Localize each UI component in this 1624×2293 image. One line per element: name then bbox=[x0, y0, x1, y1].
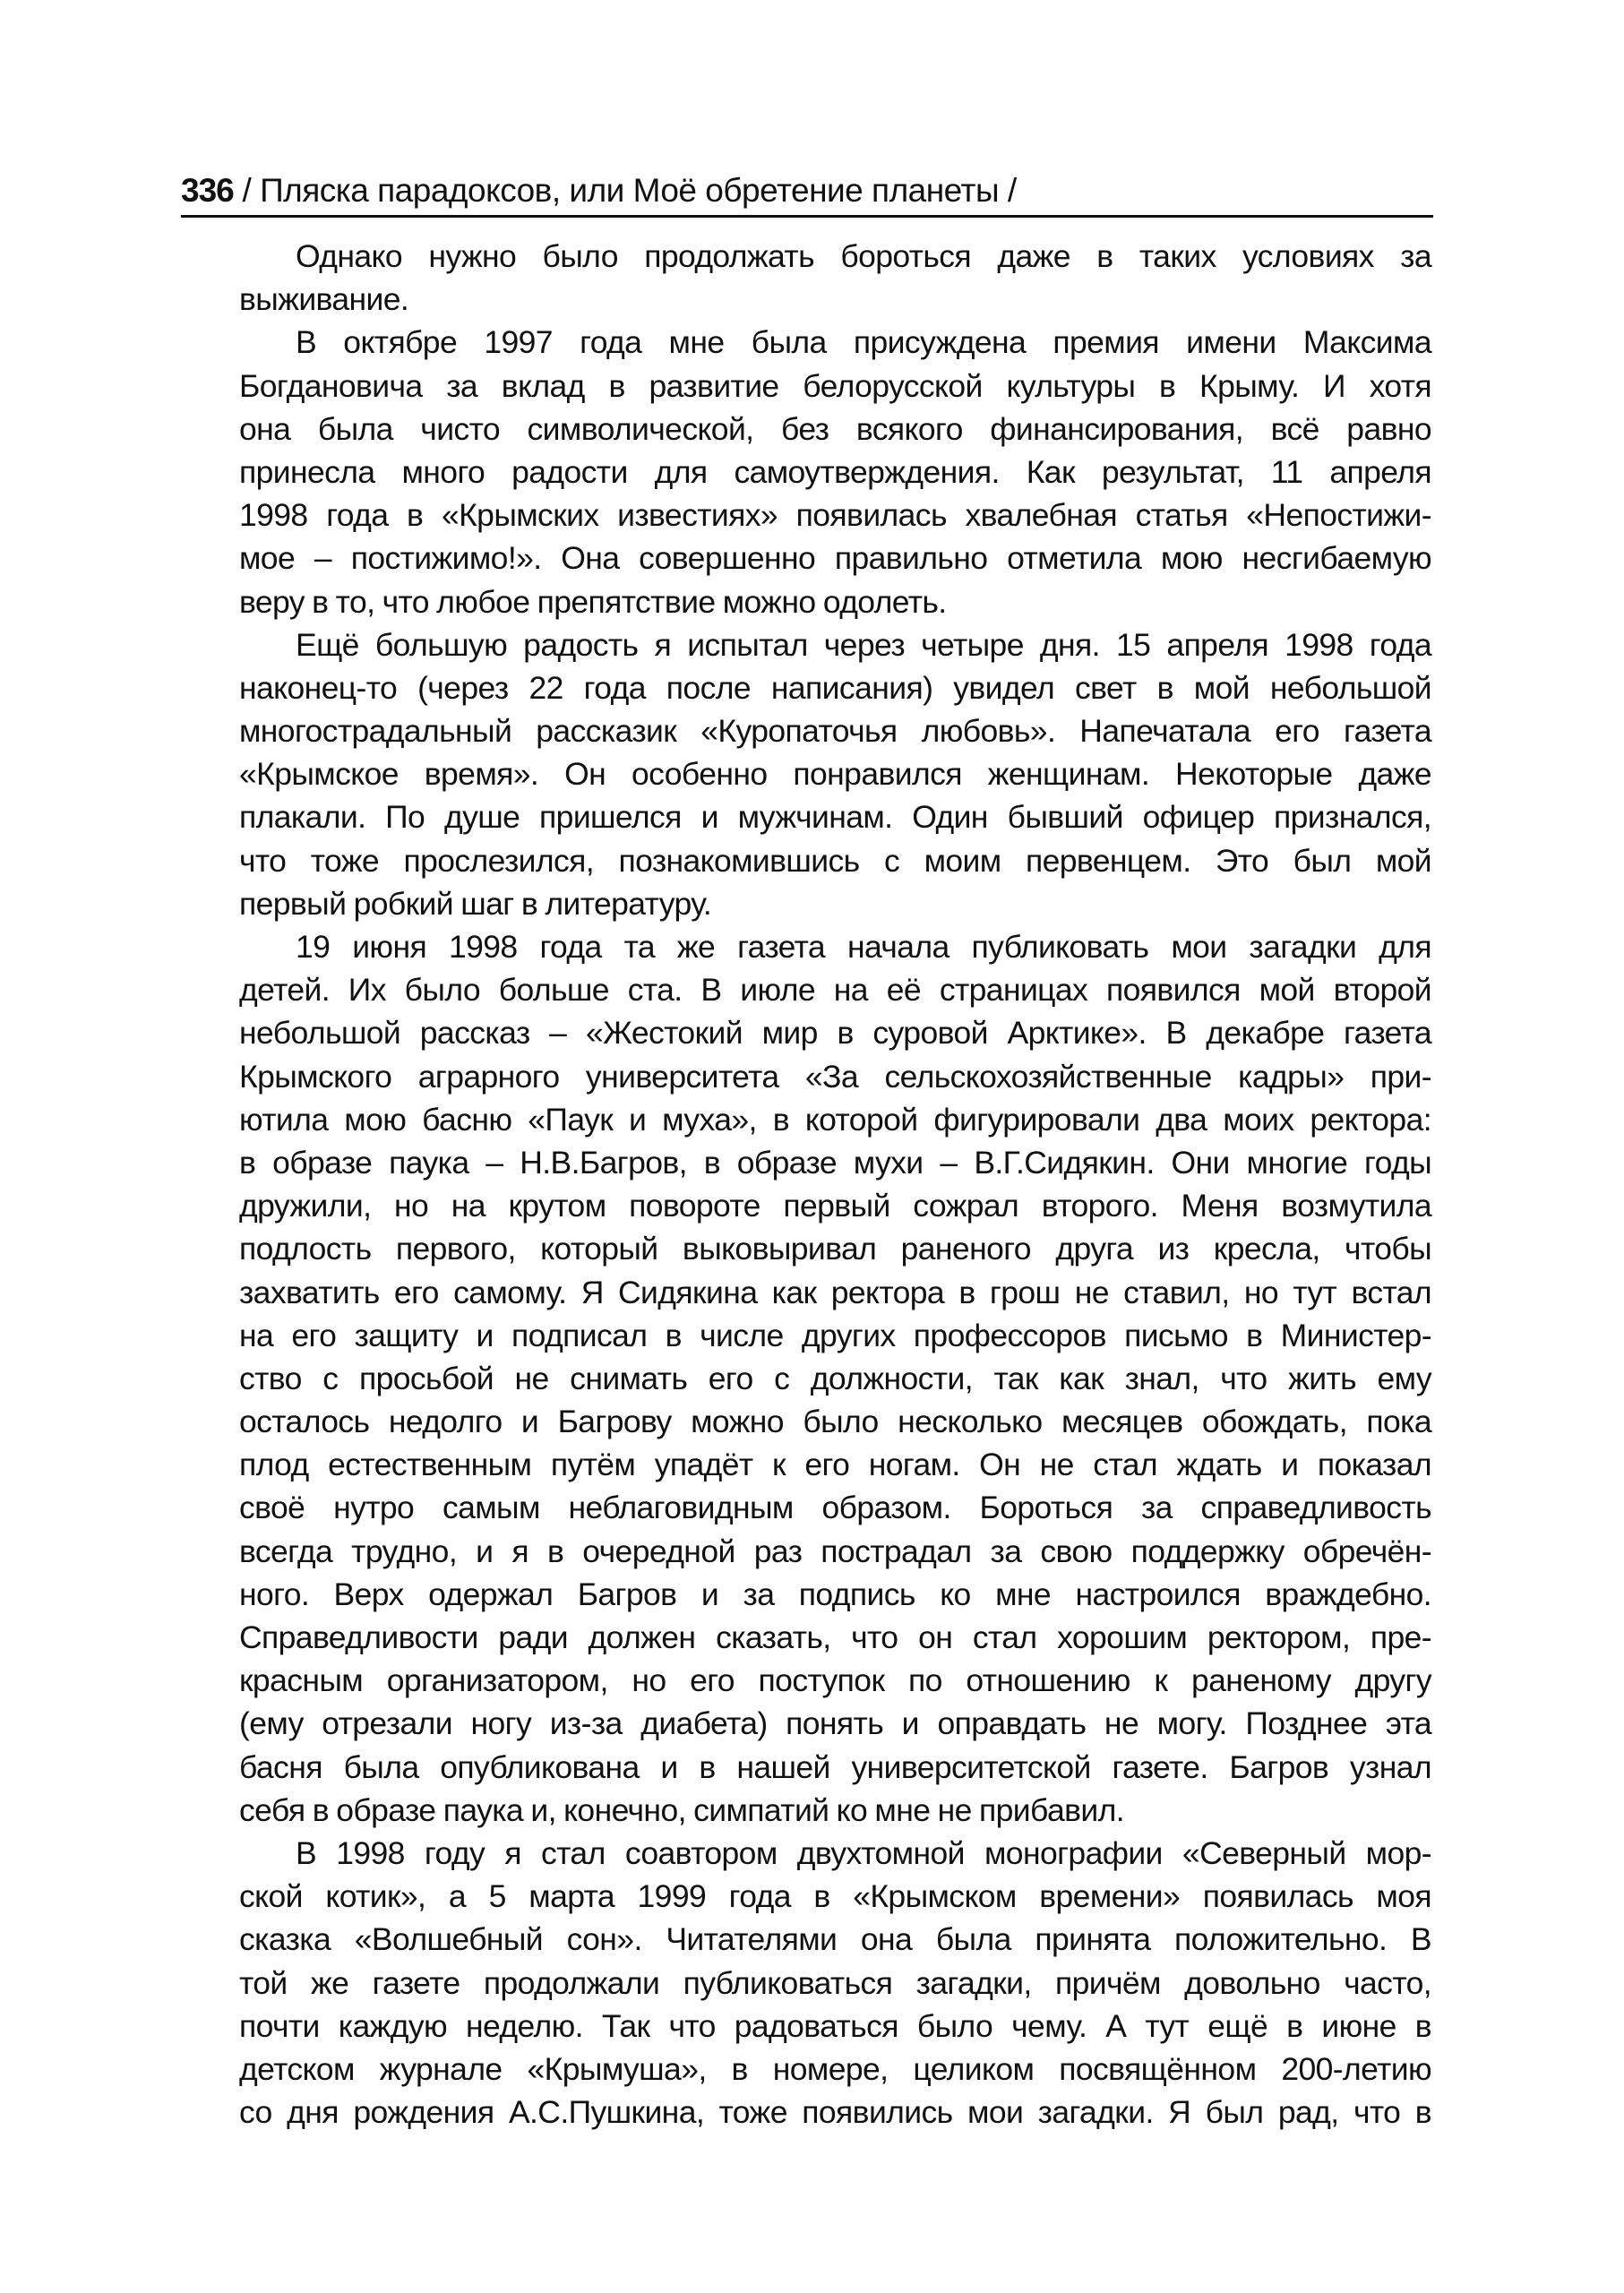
paragraph bbox=[239, 321, 1431, 623]
text-line: Крымского аграрного университета «За сельскохозяйственные кадры» при- bbox=[239, 1058, 1431, 1095]
text-line: дружили, но на крутом повороте первый сожрал второго. Меня возмутила bbox=[239, 1188, 1431, 1224]
text-line: плакали. По душе пришелся и мужчинам. Один бывший офицер признался, bbox=[239, 799, 1431, 836]
text-line: плод естественным путём упадёт к его ногам. Он не стал ждать и показал bbox=[239, 1447, 1431, 1483]
text-line: Справедливости ради должен сказать, что он стал хорошим ректором, пре- bbox=[239, 1619, 1431, 1655]
text-line: Однако нужно было продолжать бороться даже в таких условиях за bbox=[296, 238, 1431, 274]
paragraph bbox=[239, 623, 1431, 925]
text-line: басня была опубликована и в нашей университетской газете. Багров узнал bbox=[239, 1748, 1431, 1785]
page-number: 336 bbox=[181, 172, 234, 209]
text-line: 19 июня 1998 года та же газета начала публиковать мои загадки для bbox=[296, 929, 1431, 965]
text-line: Ещё большую радость я испытал через четыре дня. 15 апреля 1998 года bbox=[296, 626, 1431, 663]
text-line: «Крымское время». Он особенно понравился женщинам. Некоторые даже bbox=[239, 756, 1431, 793]
running-head bbox=[181, 168, 1435, 213]
text-line: детском журнале «Крымуша», в номере, целиком посвящённом 200-летию bbox=[239, 2050, 1431, 2087]
text-line: выживание. bbox=[239, 281, 409, 318]
paragraph bbox=[239, 925, 1431, 1832]
text-line: в образе паука – Н.В.Багров, в образе мухи – В.Г.Сидякин. Они многие годы bbox=[239, 1144, 1431, 1181]
text-line: красным организатором, но его поступок по отношению к раненому другу bbox=[239, 1662, 1431, 1699]
text-line: В 1998 году я стал соавтором двухтомной монографии «Северный мор- bbox=[296, 1834, 1431, 1871]
text-line: себя в образе паука и, конечно, симпатий ко мне не прибавил. bbox=[239, 1791, 1124, 1828]
text-line: на его защиту и подписал в числе других профессоров письмо в Министер- bbox=[239, 1317, 1431, 1353]
text-line: она была чисто символической, без всякого финансирования, всё равно bbox=[239, 410, 1431, 447]
body-text bbox=[239, 235, 1431, 2134]
text-line: В октябре 1997 года мне была присуждена премия имени Максима bbox=[296, 324, 1431, 361]
paragraph bbox=[239, 235, 1431, 321]
text-line: (ему отрезали ногу из-за диабета) понять и оправдать не могу. Позднее эта bbox=[239, 1705, 1431, 1742]
text-line: многострадальный рассказик «Куропаточья любовь». Напечатала его газета bbox=[239, 713, 1431, 750]
text-line: осталось недолго и Багрову можно было несколько месяцев обождать, пока bbox=[239, 1404, 1431, 1440]
text-line: ской котик», а 5 марта 1999 года в «Крымском времени» появилась моя bbox=[239, 1878, 1431, 1915]
text-line: что тоже прослезился, познакомившись с моим первенцем. Это был мой bbox=[239, 842, 1431, 879]
text-line: первый робкий шаг в литературу. bbox=[239, 885, 712, 922]
text-line: ство с просьбой не снимать его с должности, так как знал, что жить ему bbox=[239, 1360, 1431, 1396]
text-line: всегда трудно, и я в очередной раз пострадал за свою поддержку обречён- bbox=[239, 1533, 1431, 1569]
text-line: той же газете продолжали публиковаться загадки, причём довольно часто, bbox=[239, 1964, 1431, 2001]
paragraph bbox=[239, 1832, 1431, 2134]
text-line: наконец-то (через 22 года после написания) увидел свет в мой небольшой bbox=[239, 669, 1431, 706]
header-rule bbox=[181, 215, 1433, 218]
text-line: детей. Их было больше ста. В июле на её страницах появился мой второй bbox=[239, 972, 1431, 1009]
text-line: Богдановича за вклад в развитие белорусской культуры в Крыму. И хотя bbox=[239, 367, 1431, 404]
running-head-title: / Пляска парадоксов, или Моё обретение планеты / bbox=[233, 172, 1017, 209]
text-line: сказка «Волшебный сон». Читателями она была принята положительно. В bbox=[239, 1921, 1431, 1958]
text-line: подлость первого, который выковыривал раненого друга из кресла, чтобы bbox=[239, 1231, 1431, 1267]
text-line: принесла много радости для самоутверждения. Как результат, 11 апреля bbox=[239, 453, 1431, 490]
text-line: захватить его самому. Я Сидякина как ректора в грош не ставил, но тут встал bbox=[239, 1274, 1431, 1310]
text-line: почти каждую неделю. Так что радоваться было чему. А тут ещё в июне в bbox=[239, 2007, 1431, 2044]
text-line: ного. Верх одержал Багров и за подпись ко мне настроился враждебно. bbox=[239, 1576, 1431, 1612]
text-line: своё нутро самым неблаговидным образом. Бороться за справедливость bbox=[239, 1490, 1431, 1526]
text-line: веру в то, что любое препятствие можно одолеть. bbox=[239, 583, 947, 620]
text-line: со дня рождения А.С.Пушкина, тоже появились мои загадки. Я был рад, что в bbox=[239, 2094, 1431, 2131]
text-line: мое – постижимо!». Она совершенно правильно отметила мою несгибаемую bbox=[239, 540, 1431, 577]
text-line: ютила мою басню «Паук и муха», в которой фигурировали два моих ректора: bbox=[239, 1101, 1431, 1138]
text-line: 1998 года в «Крымских известиях» появилась хвалебная статья «Непостижи- bbox=[239, 497, 1431, 534]
text-line: небольшой рассказ – «Жестокий мир в суровой Арктике». В декабре газета bbox=[239, 1015, 1431, 1052]
